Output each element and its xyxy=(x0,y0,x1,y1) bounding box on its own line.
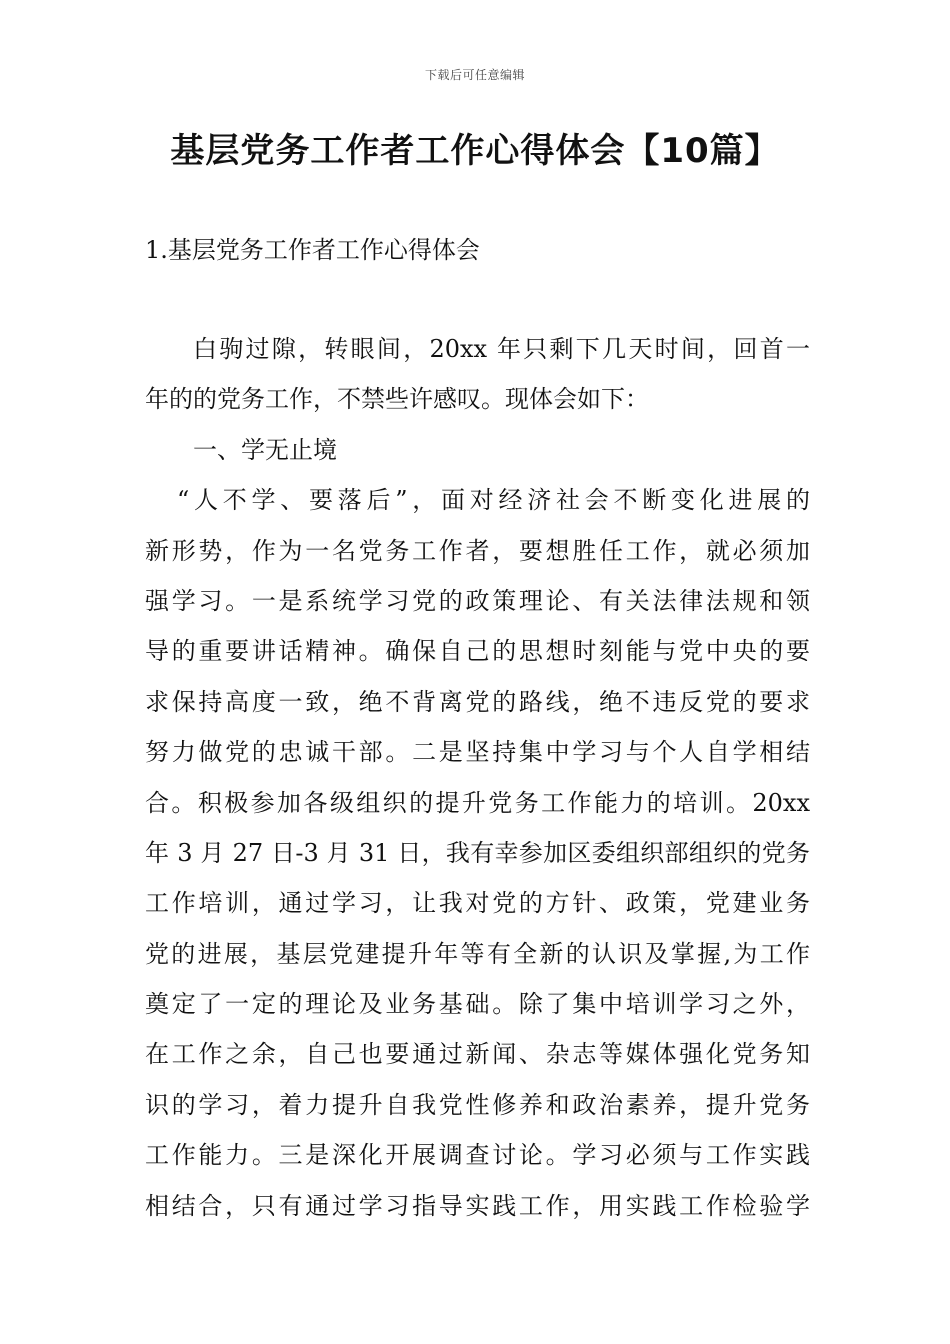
body-line: 导的重要讲话精神。确保自己的思想时刻能与党中央的要 xyxy=(145,637,810,666)
body-line: 努力做党的忠诚干部。二是坚持集中学习与个人自学相结 xyxy=(145,738,810,767)
body-line: 奠定了一定的理论及业务基础。除了集中培训学习之外， xyxy=(145,990,810,1019)
section-heading: 1.基层党务工作者工作心得体会 xyxy=(145,236,480,264)
body-line: 年的的党务工作，不禁些许感叹。现体会如下： xyxy=(145,385,649,414)
body-line: 年 3 月 27 日-3 月 31 日，我有幸参加区委组织部组织的党务 xyxy=(145,838,810,867)
body-line: 相结合，只有通过学习指导实践工作，用实践工作检验学 xyxy=(145,1191,810,1220)
body-line: 工作培训，通过学习，让我对党的方针、政策，党建业务 xyxy=(145,889,810,918)
body-line: 识的学习，着力提升自我党性修养和政治素养，提升党务 xyxy=(145,1090,810,1119)
body-line: 在工作之余，自己也要通过新闻、杂志等媒体强化党务知 xyxy=(145,1040,810,1069)
body-line: 工作能力。三是深化开展调查讨论。学习必须与工作实践 xyxy=(145,1141,810,1170)
body-line: 求保持高度一致，绝不背离党的路线，绝不违反党的要求 xyxy=(145,687,810,716)
body-text xyxy=(145,324,810,1231)
body-line: 党的进展，基层党建提升年等有全新的认识及掌握,为工作 xyxy=(145,939,810,968)
body-line: “人不学、要落后”，面对经济社会不断变化进展的 xyxy=(177,486,810,515)
header-note: 下载后可任意编辑 xyxy=(424,68,525,82)
body-line: 强学习。一是系统学习党的政策理论、有关法律法规和领 xyxy=(145,586,810,615)
body-line: 新形势，作为一名党务工作者，要想胜任工作，就必须加 xyxy=(145,536,810,565)
subsection-heading: 一、学无止境 xyxy=(193,435,337,464)
body-line: 合。积极参加各级组织的提升党务工作能力的培训。20xx xyxy=(145,788,810,817)
body-line: 白驹过隙，转眼间，20xx 年只剩下几天时间，回首一 xyxy=(193,335,810,363)
document-title: 基层党务工作者工作心得体会【10篇】 xyxy=(170,131,780,171)
